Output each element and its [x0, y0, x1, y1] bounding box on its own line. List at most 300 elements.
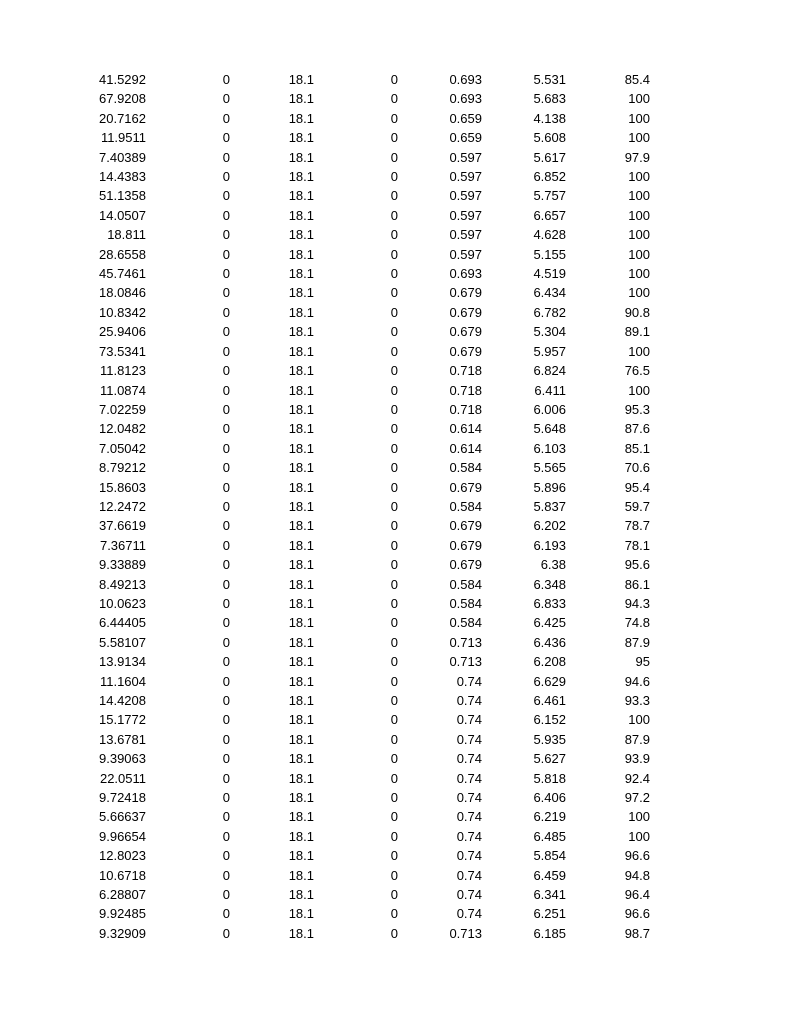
table-cell: 18.1 — [288, 634, 314, 650]
table-cell: 100 — [628, 207, 650, 223]
table-cell: 67.9208 — [99, 91, 146, 107]
table-cell: 5.896 — [533, 479, 566, 495]
table-cell: 0.597 — [449, 188, 482, 204]
table-cell: 15.1772 — [99, 712, 146, 728]
table-cell: 0 — [390, 595, 398, 611]
table-cell: 0 — [222, 382, 230, 398]
table-cell: 5.627 — [533, 751, 566, 767]
table-cell: 0 — [390, 906, 398, 922]
table-cell: 6.152 — [533, 712, 566, 728]
table-row — [0, 846, 650, 865]
table-cell: 0 — [222, 421, 230, 437]
table-cell: 87.6 — [624, 421, 650, 437]
table-cell: 0.74 — [456, 887, 482, 903]
table-cell: 11.1604 — [99, 673, 146, 689]
table-cell: 0.584 — [449, 615, 482, 631]
table-cell: 0 — [390, 848, 398, 864]
table-row — [0, 672, 650, 691]
table-cell: 0 — [222, 537, 230, 553]
table-cell: 6.459 — [533, 867, 566, 883]
table-cell: 0 — [390, 227, 398, 243]
table-cell: 18.1 — [288, 498, 314, 514]
table-cell: 9.96654 — [99, 828, 146, 844]
table-cell: 0.713 — [449, 654, 482, 670]
table-cell: 18.1 — [288, 110, 314, 126]
table-cell: 0 — [222, 828, 230, 844]
table-cell: 6.44405 — [99, 615, 146, 631]
table-cell: 0 — [390, 731, 398, 747]
table-cell: 18.0846 — [99, 285, 146, 301]
table-cell: 14.4383 — [99, 169, 146, 185]
table-cell: 0 — [390, 790, 398, 806]
table-cell: 0.74 — [456, 673, 482, 689]
table-cell: 0.718 — [449, 382, 482, 398]
table-cell: 0 — [390, 246, 398, 262]
table-cell: 100 — [628, 227, 650, 243]
table-row — [0, 109, 650, 128]
table-cell: 76.5 — [624, 363, 650, 379]
table-row — [0, 148, 650, 167]
table-row — [0, 89, 650, 108]
table-cell: 0.693 — [449, 266, 482, 282]
table-cell: 78.7 — [624, 518, 650, 534]
table-row — [0, 303, 650, 322]
table-cell: 0 — [390, 809, 398, 825]
table-cell: 0 — [222, 343, 230, 359]
table-cell: 0 — [390, 91, 398, 107]
table-cell: 0 — [390, 421, 398, 437]
table-row — [0, 652, 650, 671]
table-cell: 5.648 — [533, 421, 566, 437]
table-cell: 0 — [390, 615, 398, 631]
table-cell: 6.782 — [533, 304, 566, 320]
table-cell: 18.1 — [288, 207, 314, 223]
table-cell: 0 — [390, 828, 398, 844]
table-cell: 18.1 — [288, 887, 314, 903]
table-cell: 0.679 — [449, 285, 482, 301]
table-cell: 0.679 — [449, 479, 482, 495]
table-cell: 94.3 — [624, 595, 650, 611]
table-cell: 0.597 — [449, 207, 482, 223]
table-cell: 0.74 — [456, 751, 482, 767]
table-cell: 18.1 — [288, 790, 314, 806]
table-cell: 0.679 — [449, 557, 482, 573]
table-cell: 18.1 — [288, 149, 314, 165]
table-cell: 0 — [222, 363, 230, 379]
table-cell: 0 — [390, 363, 398, 379]
table-cell: 0.74 — [456, 790, 482, 806]
table-cell: 11.9511 — [100, 130, 146, 146]
table-cell: 0 — [390, 634, 398, 650]
table-cell: 0.74 — [456, 770, 482, 786]
table-cell: 0 — [390, 460, 398, 476]
table-cell: 18.811 — [107, 227, 146, 243]
table-cell: 0 — [222, 731, 230, 747]
table-cell: 100 — [628, 130, 650, 146]
table-cell: 18.1 — [288, 266, 314, 282]
table-cell: 18.1 — [288, 304, 314, 320]
table-cell: 0 — [390, 266, 398, 282]
table-row — [0, 186, 650, 205]
table-cell: 87.9 — [624, 634, 650, 650]
table-cell: 0 — [390, 130, 398, 146]
table-cell: 0 — [222, 576, 230, 592]
table-cell: 45.7461 — [99, 266, 146, 282]
table-cell: 90.8 — [624, 304, 650, 320]
table-cell: 0.679 — [449, 537, 482, 553]
table-cell: 18.1 — [288, 595, 314, 611]
table-cell: 18.1 — [288, 925, 314, 941]
table-cell: 0 — [390, 324, 398, 340]
table-cell: 6.461 — [533, 693, 566, 708]
table-cell: 9.39063 — [99, 751, 146, 767]
table-cell: 28.6558 — [99, 246, 146, 262]
table-cell: 0 — [390, 304, 398, 320]
table-cell: 0 — [390, 72, 398, 87]
table-cell: 5.565 — [533, 460, 566, 476]
table-cell: 0.693 — [449, 72, 482, 87]
table-cell: 7.05042 — [99, 440, 146, 456]
table-cell: 10.6718 — [99, 867, 146, 883]
table-cell: 6.485 — [533, 828, 566, 844]
table-cell: 100 — [628, 169, 650, 185]
table-cell: 18.1 — [288, 654, 314, 670]
table-cell: 9.33889 — [99, 557, 146, 573]
table-cell: 18.1 — [288, 809, 314, 825]
table-cell: 0 — [390, 343, 398, 359]
table-cell: 0.718 — [449, 401, 482, 417]
table-cell: 0 — [390, 110, 398, 126]
table-cell: 5.608 — [533, 130, 566, 146]
table-cell: 6.348 — [533, 576, 566, 592]
table-cell: 0 — [222, 809, 230, 825]
table-cell: 5.757 — [533, 188, 566, 204]
table-cell: 18.1 — [288, 673, 314, 689]
table-cell: 18.1 — [288, 324, 314, 340]
table-cell: 0 — [222, 324, 230, 340]
table-cell: 0 — [222, 673, 230, 689]
table-cell: 0 — [390, 654, 398, 670]
table-row — [0, 167, 650, 186]
table-cell: 0 — [390, 207, 398, 223]
table-cell: 0 — [222, 867, 230, 883]
table-cell: 97.9 — [624, 149, 650, 165]
table-cell: 0 — [222, 169, 230, 185]
table-cell: 0 — [222, 790, 230, 806]
data-table — [0, 70, 650, 943]
table-row — [0, 419, 650, 438]
table-cell: 93.9 — [624, 751, 650, 767]
table-cell: 0 — [390, 498, 398, 514]
table-cell: 6.251 — [533, 906, 566, 922]
table-cell: 0 — [390, 887, 398, 903]
table-cell: 12.8023 — [99, 848, 146, 864]
table-cell: 6.193 — [533, 537, 566, 553]
table-cell: 18.1 — [288, 343, 314, 359]
table-cell: 0.597 — [449, 169, 482, 185]
table-cell: 0 — [390, 401, 398, 417]
table-cell: 0 — [222, 266, 230, 282]
table-cell: 0.584 — [449, 460, 482, 476]
table-cell: 0 — [390, 693, 398, 708]
table-row — [0, 264, 650, 283]
table-cell: 0.659 — [449, 110, 482, 126]
table-cell: 6.434 — [533, 285, 566, 301]
table-row — [0, 924, 650, 943]
table-row — [0, 128, 650, 147]
table-cell: 0 — [390, 712, 398, 728]
table-cell: 9.72418 — [99, 790, 146, 806]
table-cell: 18.1 — [288, 751, 314, 767]
table-cell: 92.4 — [624, 770, 650, 786]
table-cell: 6.28807 — [99, 887, 146, 903]
table-cell: 0 — [222, 130, 230, 146]
table-cell: 6.202 — [533, 518, 566, 534]
table-row — [0, 342, 650, 361]
table-cell: 0.597 — [449, 227, 482, 243]
table-cell: 6.185 — [533, 925, 566, 941]
table-cell: 85.4 — [624, 72, 650, 87]
table-cell: 0 — [222, 207, 230, 223]
table-row — [0, 885, 650, 904]
table-cell: 18.1 — [288, 615, 314, 631]
table-row — [0, 322, 650, 341]
table-cell: 4.519 — [533, 266, 566, 282]
table-cell: 6.006 — [533, 401, 566, 417]
table-cell: 100 — [628, 246, 650, 262]
table-row — [0, 788, 650, 807]
table-cell: 0 — [222, 227, 230, 243]
table-cell: 6.208 — [533, 654, 566, 670]
table-cell: 18.1 — [288, 731, 314, 747]
table-cell: 11.8123 — [99, 363, 146, 379]
table-cell: 0.74 — [456, 693, 482, 708]
table-cell: 89.1 — [624, 324, 650, 340]
table-cell: 13.9134 — [99, 654, 146, 670]
table-cell: 100 — [628, 828, 650, 844]
table-cell: 74.8 — [624, 615, 650, 631]
table-cell: 0 — [390, 149, 398, 165]
table-cell: 0.584 — [449, 576, 482, 592]
table-cell: 100 — [628, 266, 650, 282]
table-cell: 100 — [628, 188, 650, 204]
table-cell: 95 — [635, 654, 650, 670]
table-cell: 0 — [390, 673, 398, 689]
table-cell: 96.6 — [624, 848, 650, 864]
table-row — [0, 769, 650, 788]
table-cell: 18.1 — [288, 557, 314, 573]
table-cell: 0.74 — [456, 828, 482, 844]
table-cell: 5.935 — [533, 731, 566, 747]
table-cell: 0 — [390, 925, 398, 941]
table-cell: 18.1 — [288, 363, 314, 379]
table-cell: 12.0482 — [99, 421, 146, 437]
table-cell: 20.7162 — [99, 110, 146, 126]
table-cell: 95.4 — [624, 479, 650, 495]
table-cell: 6.341 — [533, 887, 566, 903]
table-cell: 96.6 — [624, 906, 650, 922]
table-cell: 5.617 — [533, 149, 566, 165]
table-cell: 5.837 — [533, 498, 566, 514]
table-cell: 0 — [222, 246, 230, 262]
table-cell: 18.1 — [288, 382, 314, 398]
table-cell: 0 — [222, 479, 230, 495]
table-cell: 41.5292 — [99, 72, 146, 87]
table-cell: 0 — [222, 460, 230, 476]
table-row — [0, 807, 650, 826]
table-cell: 0 — [222, 595, 230, 611]
table-cell: 11.0874 — [99, 382, 146, 398]
table-cell: 0.679 — [449, 324, 482, 340]
table-row — [0, 904, 650, 923]
table-cell: 86.1 — [624, 576, 650, 592]
table-cell: 6.411 — [534, 382, 566, 398]
table-cell: 0.659 — [449, 130, 482, 146]
table-row — [0, 633, 650, 652]
table-cell: 5.531 — [533, 72, 566, 87]
spreadsheet-page — [0, 70, 792, 943]
table-cell: 14.0507 — [99, 207, 146, 223]
table-cell: 4.138 — [533, 110, 566, 126]
table-row — [0, 536, 650, 555]
table-row — [0, 555, 650, 574]
table-row — [0, 478, 650, 497]
table-row — [0, 225, 650, 244]
table-cell: 37.6619 — [99, 518, 146, 534]
table-body — [0, 70, 650, 943]
table-cell: 7.36711 — [99, 537, 146, 553]
table-cell: 0.74 — [456, 712, 482, 728]
table-cell: 18.1 — [288, 828, 314, 844]
table-cell: 5.66637 — [99, 809, 146, 825]
table-cell: 85.1 — [624, 440, 650, 456]
table-cell: 0 — [390, 537, 398, 553]
table-cell: 6.103 — [533, 440, 566, 456]
table-cell: 0 — [222, 712, 230, 728]
table-cell: 0 — [222, 518, 230, 534]
table-cell: 0.74 — [456, 848, 482, 864]
table-cell: 0.597 — [449, 246, 482, 262]
table-cell: 6.406 — [533, 790, 566, 806]
table-cell: 0 — [222, 634, 230, 650]
table-cell: 0.679 — [449, 518, 482, 534]
table-cell: 8.79212 — [99, 460, 146, 476]
table-cell: 0 — [222, 887, 230, 903]
table-cell: 5.155 — [533, 246, 566, 262]
table-cell: 25.9406 — [99, 324, 146, 340]
table-cell: 6.833 — [533, 595, 566, 611]
table-cell: 0 — [222, 440, 230, 456]
table-cell: 18.1 — [288, 227, 314, 243]
table-cell: 7.02259 — [99, 401, 146, 417]
table-cell: 0 — [222, 557, 230, 573]
table-cell: 0 — [390, 169, 398, 185]
table-cell: 95.6 — [624, 557, 650, 573]
table-cell: 22.0511 — [99, 770, 146, 786]
table-cell: 0.614 — [449, 440, 482, 456]
table-cell: 94.6 — [624, 673, 650, 689]
table-row — [0, 400, 650, 419]
table-cell: 0 — [222, 401, 230, 417]
table-cell: 6.38 — [540, 557, 566, 573]
table-cell: 0.713 — [449, 925, 482, 941]
table-cell: 0 — [222, 91, 230, 107]
table-row — [0, 361, 650, 380]
table-cell: 18.1 — [288, 421, 314, 437]
table-cell: 0 — [222, 925, 230, 941]
table-row — [0, 827, 650, 846]
table-cell: 0 — [222, 751, 230, 767]
table-cell: 0.679 — [449, 343, 482, 359]
table-cell: 0 — [222, 770, 230, 786]
table-cell: 18.1 — [288, 479, 314, 495]
table-row — [0, 439, 650, 458]
table-cell: 78.1 — [624, 537, 650, 553]
table-cell: 0 — [390, 382, 398, 398]
table-cell: 70.6 — [624, 460, 650, 476]
table-cell: 97.2 — [624, 790, 650, 806]
table-cell: 18.1 — [288, 72, 314, 87]
table-cell: 6.425 — [533, 615, 566, 631]
table-row — [0, 691, 650, 710]
table-cell: 18.1 — [288, 712, 314, 728]
table-cell: 96.4 — [624, 887, 650, 903]
table-cell: 5.683 — [533, 91, 566, 107]
table-cell: 0.74 — [456, 809, 482, 825]
table-cell: 0 — [222, 110, 230, 126]
table-cell: 0 — [222, 285, 230, 301]
table-cell: 18.1 — [288, 770, 314, 786]
table-cell: 100 — [628, 285, 650, 301]
table-cell: 0 — [390, 770, 398, 786]
table-cell: 0 — [390, 867, 398, 883]
table-cell: 18.1 — [288, 537, 314, 553]
table-row — [0, 516, 650, 535]
table-cell: 0.74 — [456, 731, 482, 747]
table-cell: 100 — [628, 382, 650, 398]
table-cell: 0 — [222, 498, 230, 514]
table-cell: 0 — [390, 479, 398, 495]
table-cell: 0 — [390, 440, 398, 456]
table-cell: 0.597 — [449, 149, 482, 165]
table-cell: 9.32909 — [99, 925, 146, 941]
table-cell: 0 — [222, 615, 230, 631]
table-cell: 6.852 — [533, 169, 566, 185]
table-cell: 18.1 — [288, 440, 314, 456]
table-cell: 93.3 — [624, 693, 650, 708]
table-cell: 6.629 — [533, 673, 566, 689]
table-cell: 18.1 — [288, 518, 314, 534]
table-cell: 6.219 — [533, 809, 566, 825]
table-cell: 87.9 — [624, 731, 650, 747]
table-cell: 18.1 — [288, 848, 314, 864]
table-cell: 7.40389 — [99, 149, 146, 165]
table-cell: 95.3 — [624, 401, 650, 417]
table-cell: 18.1 — [288, 169, 314, 185]
table-cell: 0.74 — [456, 906, 482, 922]
table-cell: 10.8342 — [99, 304, 146, 320]
table-cell: 18.1 — [288, 460, 314, 476]
table-cell: 6.824 — [533, 363, 566, 379]
table-cell: 9.92485 — [99, 906, 146, 922]
table-cell: 14.4208 — [99, 693, 146, 708]
table-cell: 18.1 — [288, 693, 314, 708]
table-cell: 18.1 — [288, 906, 314, 922]
table-cell: 8.49213 — [99, 576, 146, 592]
table-cell: 0 — [390, 188, 398, 204]
table-cell: 98.7 — [624, 925, 650, 941]
table-cell: 5.304 — [533, 324, 566, 340]
